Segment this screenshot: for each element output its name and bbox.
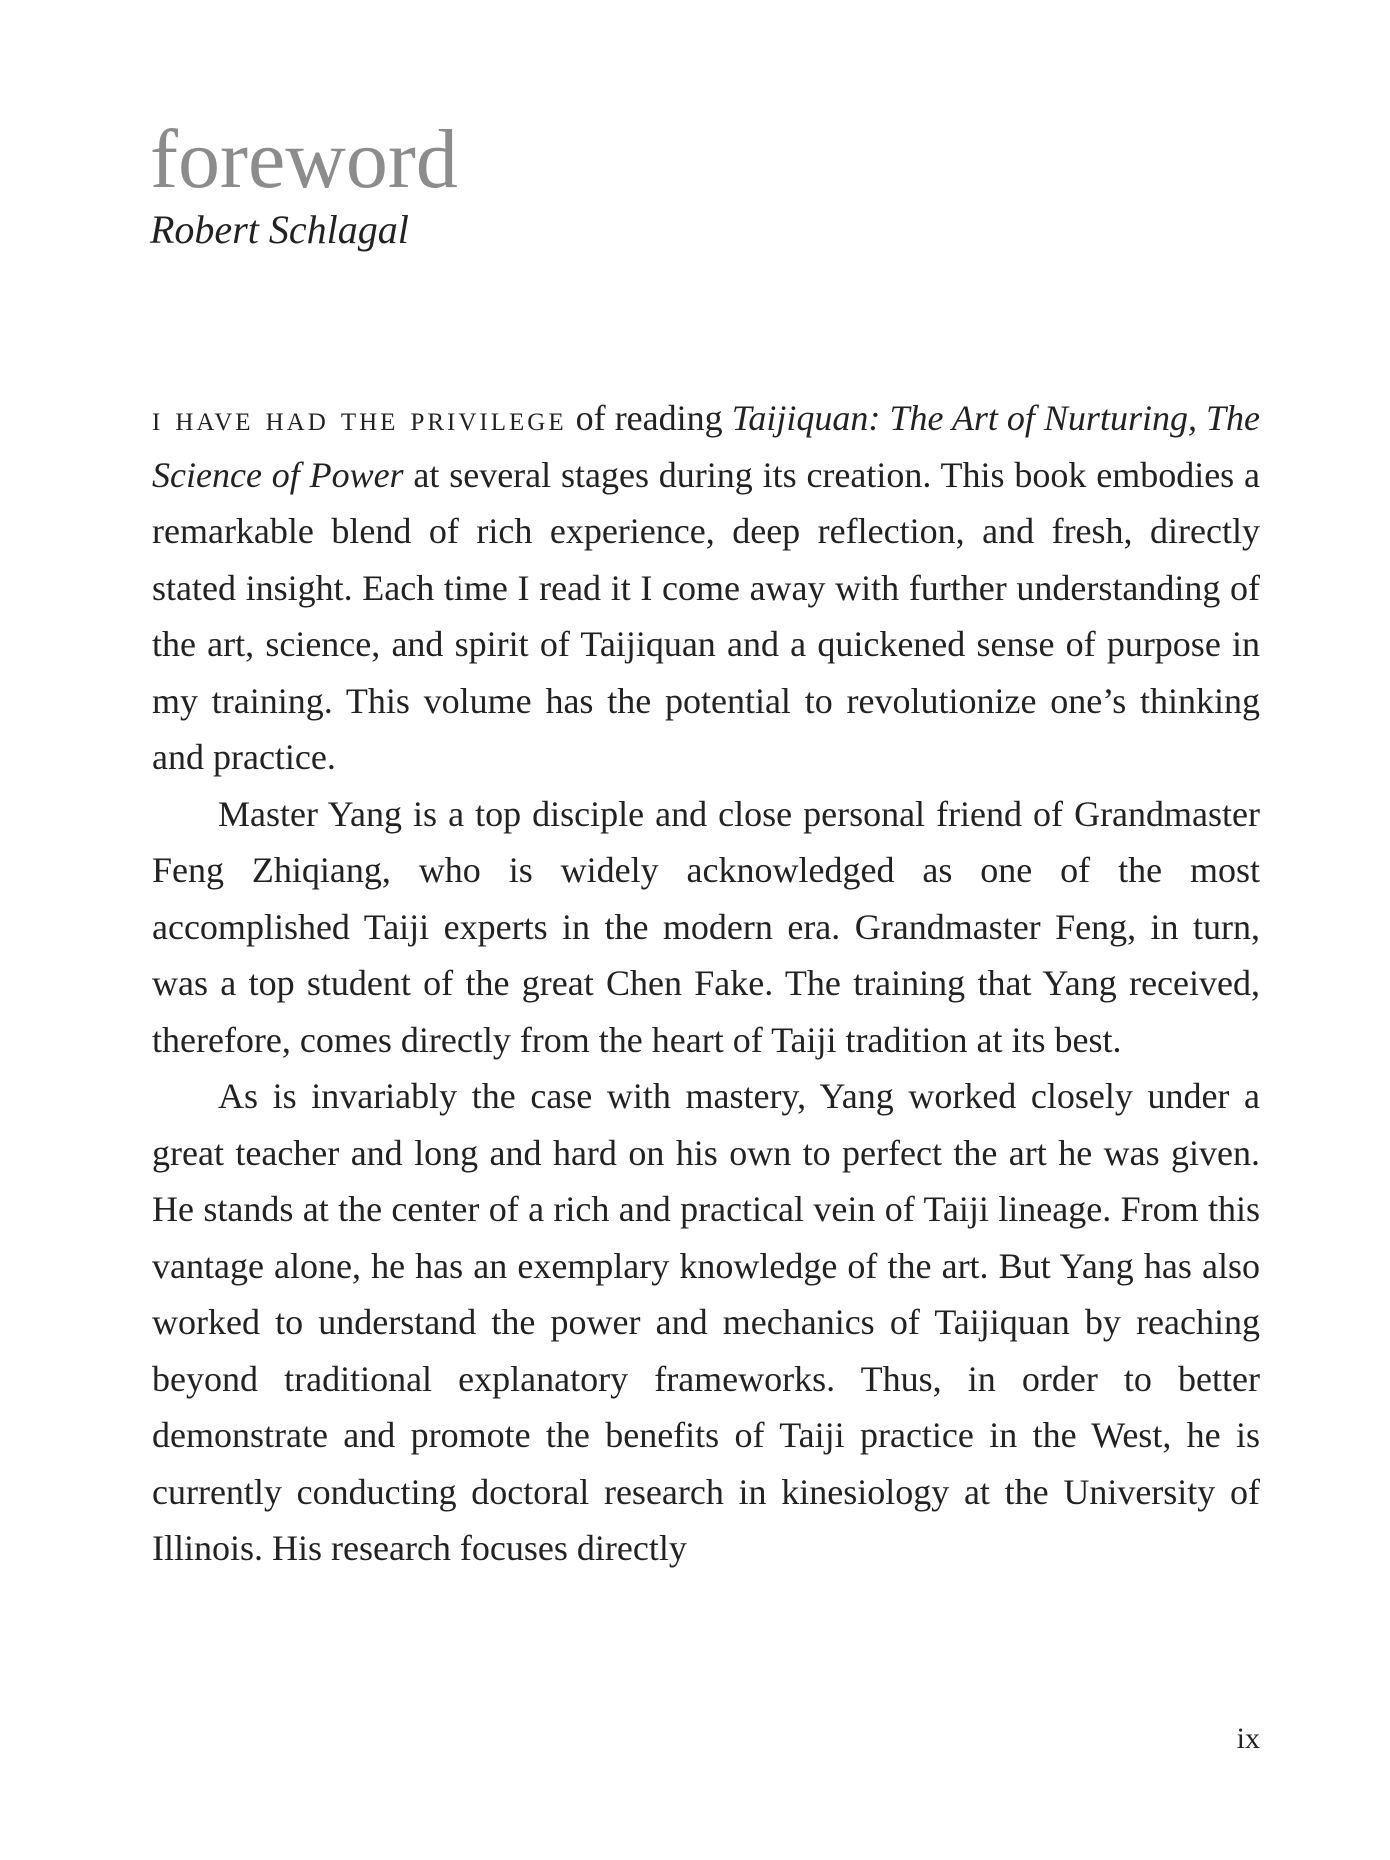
- paragraph-2: Master Yang is a top disciple and close personal friend of Grandmaster Feng Zhiqiang, who is widely acknowledged as one of the most accomplished Taiji experts in the modern era. Grandmaster Feng, in turn, was a top student of the great Chen Fake. The training that Yang received, therefore, comes directly from the heart of Taiji tradition at its best.: [152, 793, 1260, 1060]
- paragraph-1: [152, 390, 1260, 786]
- chapter-author: Robert Schlagal: [150, 207, 409, 252]
- paragraph-1-text-b: at several stages during its creation. This book embodies a remarkable blend of rich experience, deep reflection, and fresh, directly stated insight. Each time I read it I come away with further understanding of the art, science, and spirit of Taijiquan and a quickened sense of purpose in my training. This volume has the potential to revolutionize one’s thinking and practice.: [152, 454, 1260, 777]
- chapter-heading: [150, 113, 458, 252]
- body-text: [152, 390, 1260, 1577]
- paragraph-3: As is invariably the case with mastery, Yang worked closely under a great teacher and long and hard on his own to perfect the art he was given. He stands at the center of a rich and practical vein of Taiji lineage. From this vantage alone, he has an exemplary knowledge of the art. But Yang has also worked to understand the power and mechanics of Taijiquan by reaching beyond traditional explanatory frameworks. Thus, in order to better demonstrate and promote the benefits of Taiji practice in the West, he is currently conducting doctoral research in kinesiology at the University of Illinois. His research focuses directly: [152, 1076, 1260, 1568]
- page-number: ix: [1236, 1722, 1260, 1755]
- lead-in-smallcaps: i have had the privilege: [152, 398, 567, 438]
- chapter-title: foreword: [150, 113, 458, 206]
- paragraph-1-text-a: of reading: [566, 398, 732, 438]
- book-title-italic: Taijiquan: The Art of Nurturing, The Science of Power: [152, 398, 1260, 495]
